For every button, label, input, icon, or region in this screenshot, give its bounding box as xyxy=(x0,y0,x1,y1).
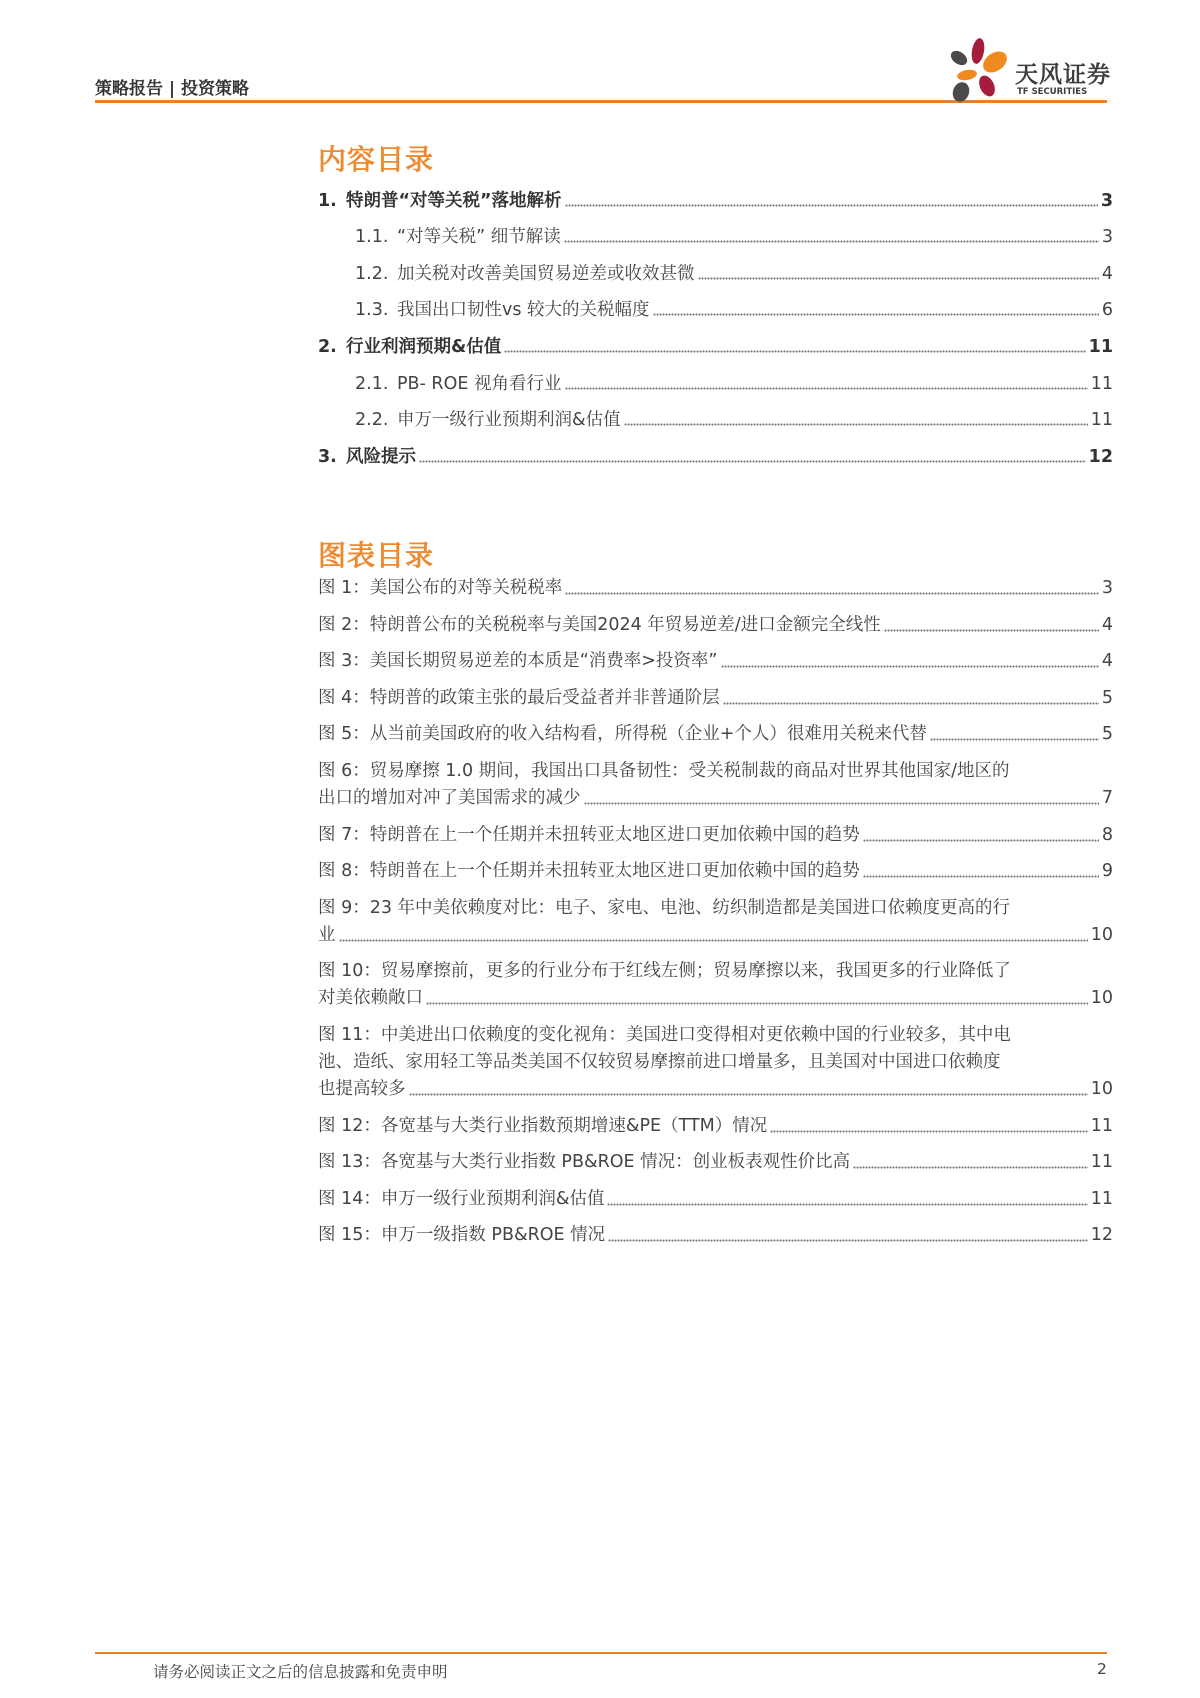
figure-entry-text: 池、造纸、家用轻工等品类美国不仅较贸易摩擦前进口增量多，且美国对中国进口依赖度 xyxy=(318,1051,1001,1072)
figure-entry-text: 图 1：美国公布的对等关税税率 xyxy=(318,578,563,598)
toc-entry-number: 1.1. xyxy=(355,227,389,248)
toc-entry-title: PB- ROE 视角看行业 xyxy=(397,373,562,394)
tf-securities-logo xyxy=(945,36,1115,104)
dot-leader xyxy=(698,276,1099,280)
figure-entry-last-line xyxy=(318,785,1113,812)
figure-entry-last-line xyxy=(318,648,1113,675)
figure-entry[interactable] xyxy=(318,721,1113,748)
figure-entry[interactable] xyxy=(318,958,1113,1012)
figure-entry-page: 11 xyxy=(1090,1115,1113,1136)
figure-entry-text: 图 15：申万一级指数 PB&ROE 情况 xyxy=(318,1225,606,1246)
figure-entry-text: 图 3：美国长期贸易逆差的本质是“消费率>投资率” xyxy=(318,651,718,672)
dot-leader xyxy=(723,701,1099,705)
figure-entry-text: 业 xyxy=(318,924,336,945)
figure-entry[interactable] xyxy=(318,1186,1113,1213)
figure-entry-page: 10 xyxy=(1090,924,1113,945)
logo-text-cn: 天风证券 xyxy=(1015,62,1111,88)
toc-entry-page: 11 xyxy=(1090,410,1113,431)
toc-entry-title: 我国出口韧性vs 较大的关税幅度 xyxy=(397,300,650,321)
table-of-contents xyxy=(318,177,1113,470)
dot-leader xyxy=(863,838,1099,842)
toc-entry-page: 4 xyxy=(1101,263,1113,284)
dot-leader xyxy=(853,1165,1088,1169)
toc-entry[interactable] xyxy=(318,360,1113,397)
figure-entry-text: 图 9：23 年中美依赖度对比：电子、家电、电池、纺织制造都是美国进口依赖度更高的行 xyxy=(318,897,1011,918)
dot-leader xyxy=(426,1001,1088,1005)
toc-entry-title: “对等关税” 细节解读 xyxy=(397,227,561,248)
toc-entry-number: 1.2. xyxy=(355,263,389,284)
figure-entry-text: 出口的增加对冲了美国需求的减少 xyxy=(318,787,581,808)
flower-logo-icon xyxy=(945,36,1015,104)
figure-entry[interactable] xyxy=(318,858,1113,885)
footer-divider xyxy=(95,1652,1107,1654)
figure-entry[interactable] xyxy=(318,575,1113,602)
toc-entry-number: 2. xyxy=(318,336,337,357)
toc-entry-number: 1. xyxy=(318,190,337,211)
figure-entry-text: 图 10：贸易摩擦前，更多的行业分布于红线左侧；贸易摩擦以来，我国更多的行业降低了 xyxy=(318,961,1011,982)
figure-entry-text: 也提高较多 xyxy=(318,1078,406,1099)
figure-entry-page: 8 xyxy=(1101,824,1113,845)
list-of-figures xyxy=(318,575,1113,1259)
figure-entry-text: 图 6：贸易摩擦 1.0 期间，我国出口具备韧性：受关税制裁的商品对世界其他国家/地区的 xyxy=(318,760,1010,781)
toc-entry-title: 加关税对改善美国贸易逆差或收效甚微 xyxy=(397,263,695,284)
figure-entry-last-line xyxy=(318,1076,1113,1103)
dot-leader xyxy=(930,737,1099,741)
dot-leader xyxy=(721,664,1099,668)
figure-entry-last-line xyxy=(318,575,1113,602)
dot-leader xyxy=(419,459,1086,463)
page-number: 2 xyxy=(1097,1660,1107,1678)
figure-entry-last-line xyxy=(318,1113,1113,1140)
toc-entry-number: 1.3. xyxy=(355,300,389,321)
figure-entry-last-line xyxy=(318,822,1113,849)
dot-leader xyxy=(565,386,1088,390)
dot-leader xyxy=(607,1202,1087,1206)
figure-entry-last-line xyxy=(318,858,1113,885)
figure-entry-last-line xyxy=(318,612,1113,639)
figure-entry-page: 4 xyxy=(1101,614,1113,635)
figure-entry-page: 12 xyxy=(1090,1225,1113,1246)
figure-entry-last-line xyxy=(318,721,1113,748)
figure-entry-page: 11 xyxy=(1090,1188,1113,1209)
figure-entry-text: 图 7：特朗普在上一个任期并未扭转亚太地区进口更加依赖中国的趋势 xyxy=(318,824,860,845)
toc-entry-page: 11 xyxy=(1088,336,1113,357)
dot-leader xyxy=(565,203,1098,207)
figure-entry[interactable] xyxy=(318,648,1113,675)
figure-entry-page: 4 xyxy=(1101,651,1113,672)
dot-leader xyxy=(339,938,1088,942)
figure-entry-text: 图 5：从当前美国政府的收入结构看，所得税（企业+个人）很难用关税来代替 xyxy=(318,724,927,745)
figure-entry-text: 图 2：特朗普公布的关税税率与美国2024 年贸易逆差/进口金额完全线性 xyxy=(318,614,881,635)
dot-leader xyxy=(565,591,1099,595)
dot-leader xyxy=(409,1092,1088,1096)
toc-entry-page: 3 xyxy=(1100,190,1113,211)
figure-entry-text: 图 14：申万一级行业预期利润&估值 xyxy=(318,1188,605,1209)
toc-entry[interactable] xyxy=(318,433,1113,470)
dot-leader xyxy=(863,874,1099,878)
logo-text-en: TF SECURITIES xyxy=(1017,87,1088,97)
dot-leader xyxy=(653,312,1099,316)
figure-entry-last-line xyxy=(318,985,1113,1012)
figure-entry-page: 10 xyxy=(1090,988,1113,1009)
toc-entry-title: 申万一级行业预期利润&估值 xyxy=(397,410,621,431)
toc-entry-number: 3. xyxy=(318,446,337,467)
figure-entry-last-line xyxy=(318,922,1113,949)
figure-entry-text: 图 4：特朗普的政策主张的最后受益者并非普通阶层 xyxy=(318,687,720,708)
figure-entry[interactable] xyxy=(318,1222,1113,1249)
figure-entry[interactable] xyxy=(318,612,1113,639)
toc-entry[interactable] xyxy=(318,397,1113,434)
toc-entry-number: 2.1. xyxy=(355,373,389,394)
figure-entry-last-line xyxy=(318,1186,1113,1213)
figure-entry-last-line xyxy=(318,685,1113,712)
toc-entry-page: 12 xyxy=(1088,446,1113,467)
dot-leader xyxy=(584,801,1099,805)
toc-entry-page: 3 xyxy=(1101,227,1113,248)
figure-entry-page: 5 xyxy=(1101,724,1113,745)
report-category: 策略报告 | 投资策略 xyxy=(95,79,250,99)
dot-leader xyxy=(504,349,1085,353)
dot-leader xyxy=(564,239,1099,243)
toc-entry-title: 风险提示 xyxy=(346,446,416,467)
dot-leader xyxy=(608,1238,1088,1242)
figure-entry-last-line xyxy=(318,1222,1113,1249)
toc-entry[interactable] xyxy=(318,323,1113,360)
toc-title: 内容目录 xyxy=(318,143,435,176)
dot-leader xyxy=(624,422,1088,426)
toc-entry[interactable] xyxy=(318,250,1113,287)
dot-leader xyxy=(770,1129,1087,1133)
footer-disclaimer: 请务必阅读正文之后的信息披露和免责申明 xyxy=(153,1663,448,1681)
figure-entry-last-line xyxy=(318,1149,1113,1176)
toc-entry[interactable] xyxy=(318,214,1113,251)
figure-entry-text: 图 11：中美进出口依赖度的变化视角：美国进口变得相对更依赖中国的行业较多，其中电 xyxy=(318,1024,1011,1045)
toc-entry-title: 特朗普“对等关税”落地解析 xyxy=(346,190,562,211)
figure-entry-text: 图 13：各宽基与大类行业指数 PB&ROE 情况：创业板表观性价比高 xyxy=(318,1152,851,1173)
figure-entry-text: 图 12：各宽基与大类行业指数预期增速&PE（TTM）情况 xyxy=(318,1115,768,1136)
figure-entry[interactable] xyxy=(318,895,1113,949)
figure-entry[interactable] xyxy=(318,1149,1113,1176)
figure-entry[interactable] xyxy=(318,1022,1113,1103)
figure-entry-page: 9 xyxy=(1101,861,1113,882)
figure-entry[interactable] xyxy=(318,1113,1113,1140)
figure-entry-page: 5 xyxy=(1101,687,1113,708)
toc-entry-page: 6 xyxy=(1101,300,1113,321)
toc-entry-title: 行业利润预期&估值 xyxy=(346,336,502,357)
toc-entry[interactable] xyxy=(318,177,1113,214)
figure-entry-page: 11 xyxy=(1090,1152,1113,1173)
figure-entry[interactable] xyxy=(318,822,1113,849)
toc-entry[interactable] xyxy=(318,287,1113,324)
figure-entry[interactable] xyxy=(318,685,1113,712)
figures-title: 图表目录 xyxy=(318,539,435,572)
toc-entry-page: 11 xyxy=(1090,373,1113,394)
figure-entry-page: 10 xyxy=(1090,1078,1113,1099)
figure-entry-page: 3 xyxy=(1101,578,1113,598)
dot-leader xyxy=(884,628,1099,632)
figure-entry[interactable] xyxy=(318,758,1113,812)
figure-entry-text: 图 8：特朗普在上一个任期并未扭转亚太地区进口更加依赖中国的趋势 xyxy=(318,861,860,882)
figure-entry-text: 对美依赖敞口 xyxy=(318,988,423,1009)
figure-entry-page: 7 xyxy=(1101,787,1113,808)
toc-entry-number: 2.2. xyxy=(355,410,389,431)
